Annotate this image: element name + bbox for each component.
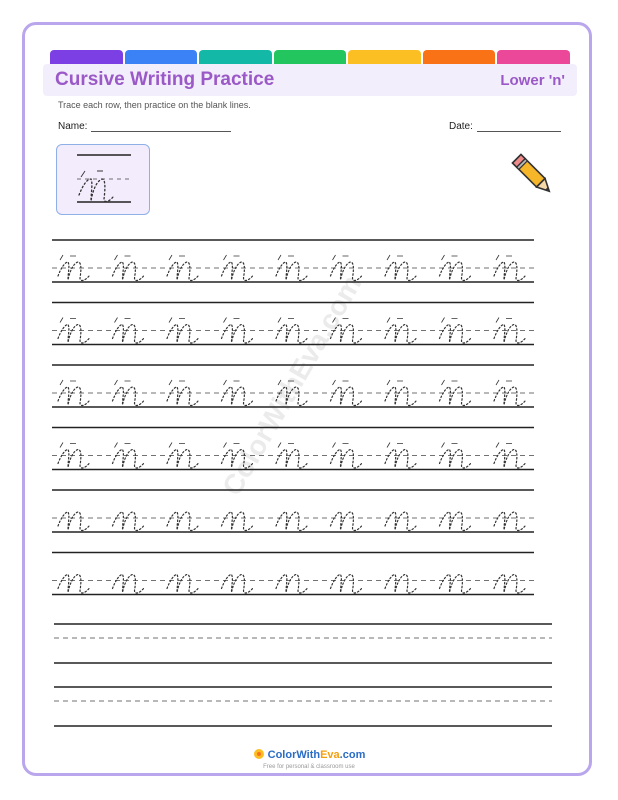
stroke-guide: [387, 318, 403, 323]
stroke-guide: [333, 255, 349, 260]
stroke-guide: [115, 255, 131, 260]
stroke-guide: [224, 255, 240, 260]
brand-icon: [253, 748, 265, 760]
trace-row: [52, 490, 534, 532]
stroke-guide: [387, 443, 403, 448]
trace-rows: [52, 240, 534, 595]
watermark-text: ColorWithEva.com: [216, 269, 368, 501]
blank-row: [54, 624, 552, 663]
trace-row: [52, 303, 534, 345]
traced-letter-n: [331, 512, 362, 530]
date-label: Date:: [449, 121, 473, 132]
traced-letter-n: [440, 512, 471, 530]
stroke-guide: [60, 255, 76, 260]
brand-name: [268, 749, 366, 761]
stroke-guide: [387, 255, 403, 260]
traced-letter-n: [385, 512, 416, 530]
traced-letter-n: [440, 255, 471, 280]
traced-letter-n: [167, 512, 198, 530]
traced-letter-n: [440, 380, 471, 405]
traced-letter-n: [440, 443, 471, 468]
stroke-guide: [169, 255, 185, 260]
stroke-guide: [169, 318, 185, 323]
blank-rows: [54, 624, 552, 726]
trace-row: [52, 240, 534, 282]
stroke-guide: [60, 380, 76, 385]
brand-tld: .com: [339, 749, 366, 761]
traced-letter-n: [222, 575, 253, 593]
stroke-guide: [333, 380, 349, 385]
traced-letter-n: [222, 512, 253, 530]
trace-row: [52, 553, 534, 595]
traced-letter-n: [58, 575, 89, 593]
name-label: Name:: [58, 121, 88, 132]
stroke-guide: [496, 380, 512, 385]
stroke-guide: [115, 318, 131, 323]
stroke-guide: [60, 318, 76, 323]
stroke-guide: [60, 443, 76, 448]
traced-letter-n: [276, 512, 307, 530]
footer: [0, 745, 618, 770]
traced-letter-n: [276, 575, 307, 593]
stroke-guide: [496, 255, 512, 260]
traced-letter-n: [440, 318, 471, 343]
stroke-guide: [496, 443, 512, 448]
stroke-guide: [442, 380, 458, 385]
page-title: Cursive Writing Practice: [55, 69, 275, 90]
stroke-guide: [169, 380, 185, 385]
traced-letter-n: [440, 575, 471, 593]
traced-letter-n: [58, 512, 89, 530]
stroke-guide: [115, 380, 131, 385]
brand-tagline: Free for personal & classroom use: [263, 764, 355, 770]
traced-letter-n: [494, 575, 525, 593]
stroke-guide: [442, 443, 458, 448]
stroke-guide: [278, 318, 294, 323]
traced-letter-n: [331, 575, 362, 593]
stroke-guide: [224, 380, 240, 385]
trace-row: [52, 428, 534, 470]
traced-letter-n: [113, 575, 144, 593]
brand-suffix: Eva: [320, 749, 340, 761]
stroke-guide: [224, 443, 240, 448]
traced-letter-n: [167, 575, 198, 593]
stroke-guide: [496, 318, 512, 323]
instructions-text: Trace each row, then practice on the blank lines.: [58, 100, 251, 110]
traced-letter-n: [494, 512, 525, 530]
stroke-guide: [442, 318, 458, 323]
stroke-guide: [387, 380, 403, 385]
stroke-guide: [442, 255, 458, 260]
watermark: [216, 270, 367, 501]
stroke-guide: [169, 443, 185, 448]
stroke-guide: [224, 318, 240, 323]
letter-tag: Lower 'n': [500, 72, 565, 89]
stroke-guide: [278, 443, 294, 448]
stroke-guide: [333, 443, 349, 448]
stroke-guide: [115, 443, 131, 448]
traced-letter-n: [385, 575, 416, 593]
blank-row: [54, 687, 552, 726]
stroke-guide: [278, 255, 294, 260]
traced-letter-n: [113, 512, 144, 530]
brand-prefix: ColorWith: [267, 749, 321, 761]
